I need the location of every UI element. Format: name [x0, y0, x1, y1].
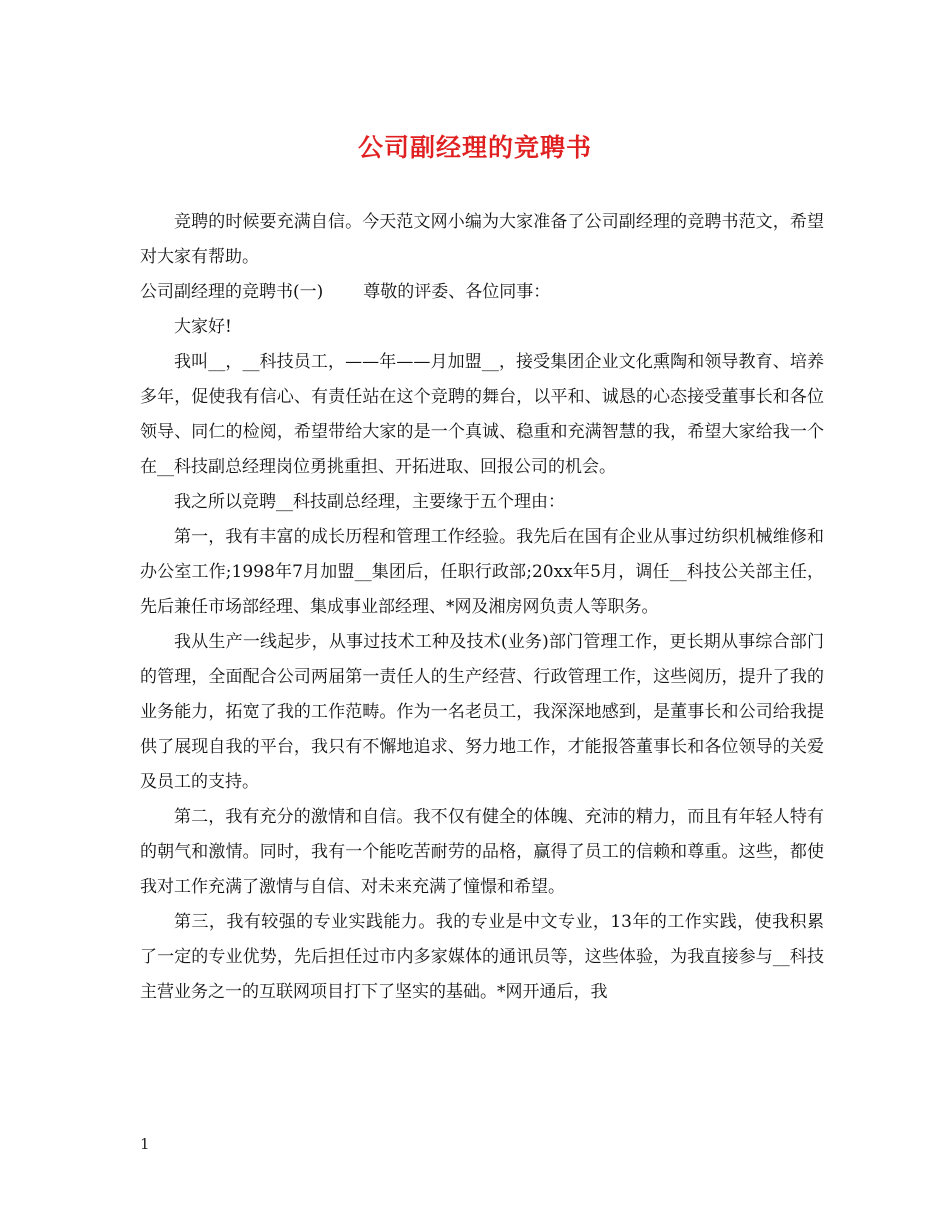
salutation: 尊敬的评委、各位同事：: [363, 282, 551, 302]
section-heading: 公司副经理的竞聘书(一): [140, 282, 324, 302]
intro-paragraph: 竞聘的时候要充满自信。今天范文网小编为大家准备了公司副经理的竞聘书范文，希望对大家有帮助。: [140, 212, 824, 267]
self-introduction-paragraph: 我叫__，__科技员工，——年——月加盟__，接受集团企业文化熏陶和领导教育、培养多年，促使我有信心、有责任站在这个竞聘的舞台，以平和、诚恳的心态接受董事长和各位领导、同仁的检阅，希望带给大家的是一个真诚、稳重和充满智慧的我，希望大家给我一个在__科技副总经理岗位勇挑重担、开拓进取、回报公司的机会。: [140, 352, 824, 477]
experience-paragraph: 我从生产一线起步，从事过技术工种及技术(业务)部门管理工作，更长期从事综合部门的管理，全面配合公司两届第一责任人的生产经营、行政管理工作，这些阅历，提升了我的业务能力，拓宽了我的工作范畴。作为一名老员工，我深深地感到，是董事长和公司给我提供了展现自我的平台，我只有不懈地追求、努力地工作，才能报答董事长和各位领导的关爱及员工的支持。: [140, 632, 824, 792]
greeting-paragraph: 大家好!: [174, 317, 232, 337]
document-title: 公司副经理的竞聘书: [357, 133, 592, 162]
reasons-intro-paragraph: 我之所以竞聘__科技副总经理，主要缘于五个理由：: [174, 492, 565, 512]
reason-two-paragraph: 第二，我有充分的激情和自信。我不仅有健全的体魄、充沛的精力，而且有年轻人特有的朝气和激情。同时，我有一个能吃苦耐劳的品格，赢得了员工的信赖和尊重。这些，都使我对工作充满了激情与自信、对未来充满了憧憬和希望。: [140, 807, 824, 897]
section-heading-line: [140, 275, 824, 310]
document-body: [140, 205, 824, 1010]
reason-one-paragraph: 第一，我有丰富的成长历程和管理工作经验。我先后在国有企业从事过纺织机械维修和办公室工作;1998年7月加盟__集团后，任职行政部;20xx年5月，调任__科技公关部主任，先后兼任市场部经理、集成事业部经理、*网及湘房网负责人等职务。: [140, 527, 824, 617]
reason-three-paragraph: 第三，我有较强的专业实践能力。我的专业是中文专业，13年的工作实践，使我积累了一定的专业优势，先后担任过市内多家媒体的通讯员等，这些体验，为我直接参与__科技主营业务之一的互联网项目打下了坚实的基础。*网开通后，我: [140, 912, 824, 1002]
page-number: 1: [140, 1135, 150, 1153]
